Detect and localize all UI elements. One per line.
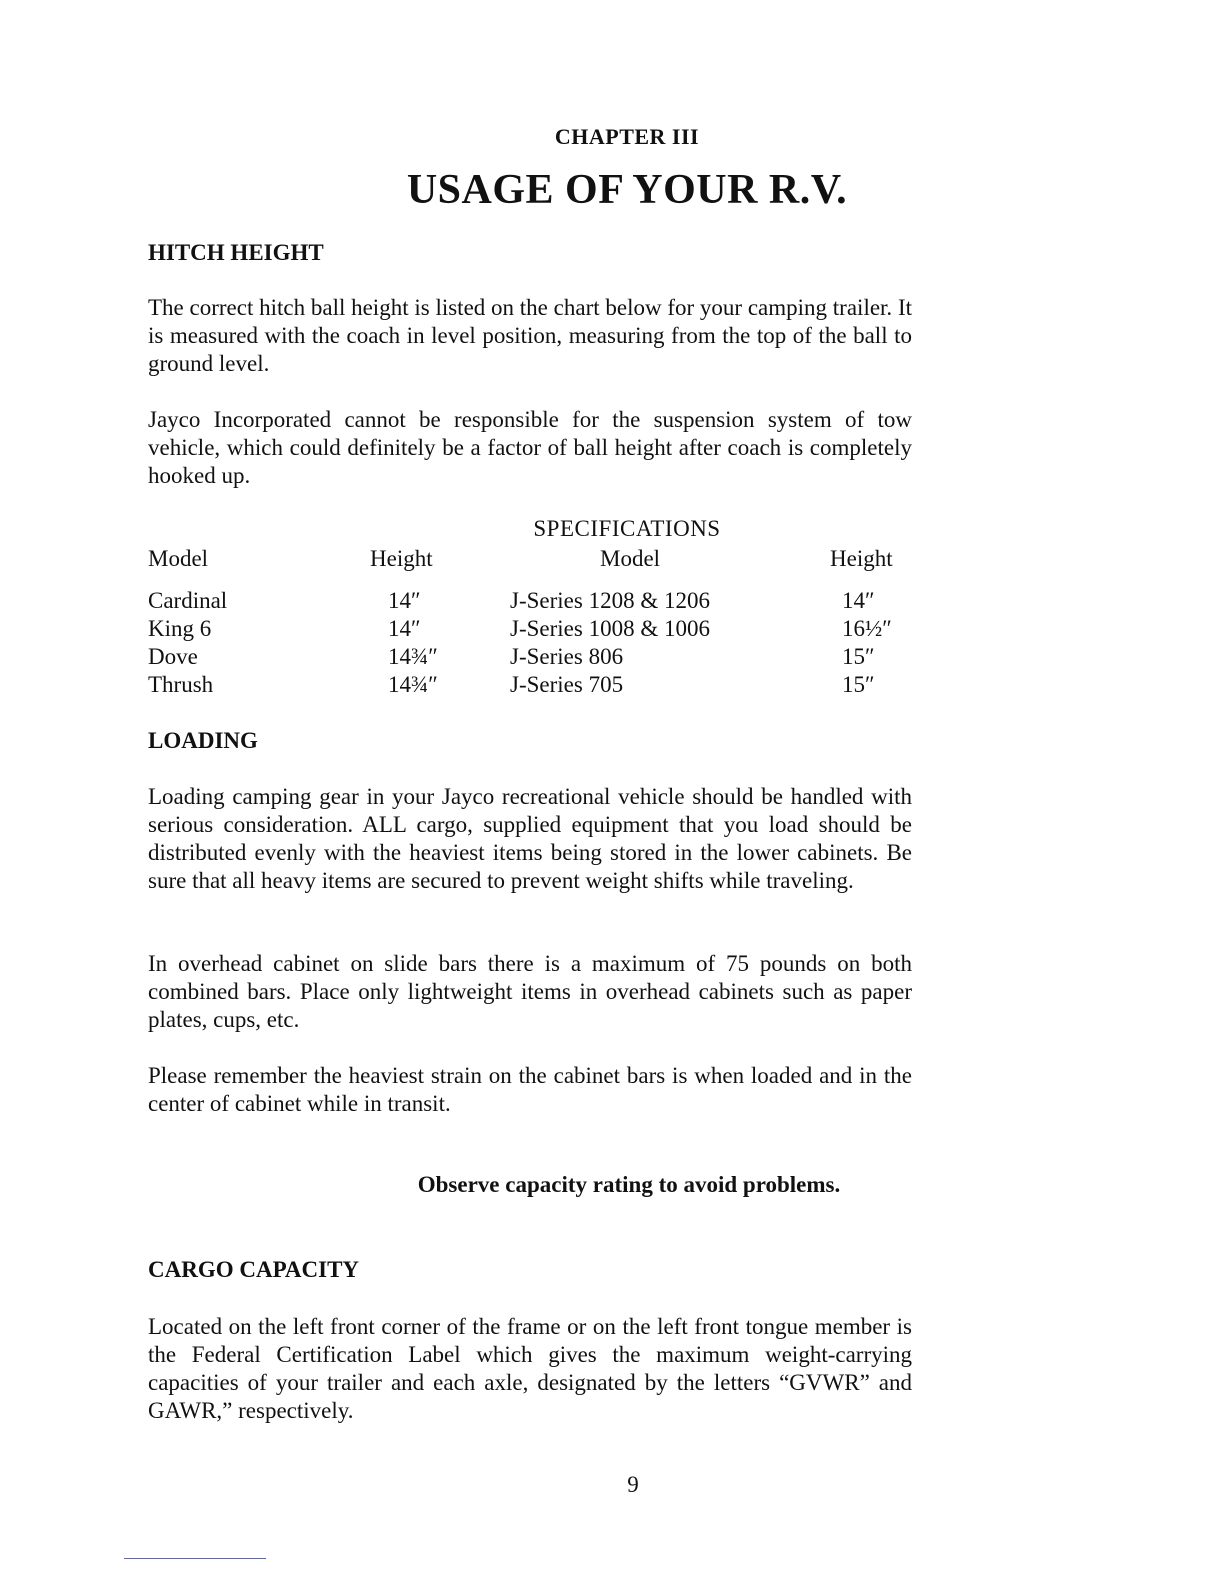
cargo-capacity-heading: CARGO CAPACITY <box>148 1257 360 1282</box>
height-cell: 14″ <box>388 616 421 641</box>
model-cell: Cardinal <box>148 588 228 613</box>
height-cell: 14″ <box>388 588 421 613</box>
loading-heading: LOADING <box>148 728 258 753</box>
hitch-height-paragraph-2: Jayco Incorporated cannot be responsible for the suspension system of tow vehicle, which could definitely be a factor of ball height after coach is completely hooked up. <box>148 407 912 488</box>
capacity-note: Observe capacity rating to avoid problems. <box>417 1172 841 1197</box>
header-height-2: Height <box>830 546 893 571</box>
chapter-label: CHAPTER III <box>554 124 700 149</box>
table-row <box>148 587 912 615</box>
hitch-height-paragraph-1: The correct hitch ball height is listed on the chart below for your camping trailer. It is measured with the coach in level position, measuring from the top of the ball to ground level. <box>148 295 912 376</box>
model-cell: J-Series 806 <box>510 644 624 669</box>
height-cell: 15″ <box>842 672 875 697</box>
footer-divider <box>124 1558 266 1559</box>
height-cell: 15″ <box>842 644 875 669</box>
page-title: USAGE OF YOUR R.V. <box>406 167 848 213</box>
model-cell: Thrush <box>148 672 214 697</box>
loading-paragraph-3: Please remember the heaviest strain on the cabinet bars is when loaded and in the center of cabinet while in transit. <box>148 1063 912 1116</box>
header-model-1: Model <box>148 546 209 571</box>
header-model-2: Model <box>600 546 661 571</box>
height-cell: 16½″ <box>842 616 892 641</box>
page-number: 9 <box>627 1472 639 1497</box>
model-cell: Dove <box>148 644 198 669</box>
loading-paragraph-2: In overhead cabinet on slide bars there is a maximum of 75 pounds on both combined bars. Place only lightweight items in overhead cabinets such as paper plates, cups, etc. <box>148 951 912 1032</box>
specifications-table <box>148 545 912 699</box>
table-row <box>148 671 912 699</box>
cargo-capacity-paragraph: Located on the left front corner of the frame or on the left front tongue member is the Federal Certification Label which gives the maximum weight-carrying capacities of your trailer and each axle, designated by the letters “GVWR” and GAWR,” respectively. <box>148 1314 912 1423</box>
height-cell: 14¾″ <box>388 644 438 669</box>
height-cell: 14¾″ <box>388 672 438 697</box>
model-cell: J-Series 705 <box>510 672 624 697</box>
table-row <box>148 643 912 671</box>
model-cell: J-Series 1008 & 1006 <box>510 616 710 641</box>
height-cell: 14″ <box>842 588 875 613</box>
model-cell: King 6 <box>148 616 212 641</box>
model-cell: J-Series 1208 & 1206 <box>510 588 710 613</box>
specifications-title: SPECIFICATIONS <box>533 516 721 541</box>
hitch-height-heading: HITCH HEIGHT <box>148 240 324 265</box>
loading-paragraph-1: Loading camping gear in your Jayco recreational vehicle should be handled with serious consideration. ALL cargo, supplied equipment that you load should be distributed evenly with the heaviest items being stored in the lower cabinets. Be sure that all heavy items are secured to prevent weight shifts while traveling. <box>148 784 912 893</box>
table-header-row <box>148 545 912 573</box>
table-row <box>148 615 912 643</box>
header-height-1: Height <box>370 546 433 571</box>
